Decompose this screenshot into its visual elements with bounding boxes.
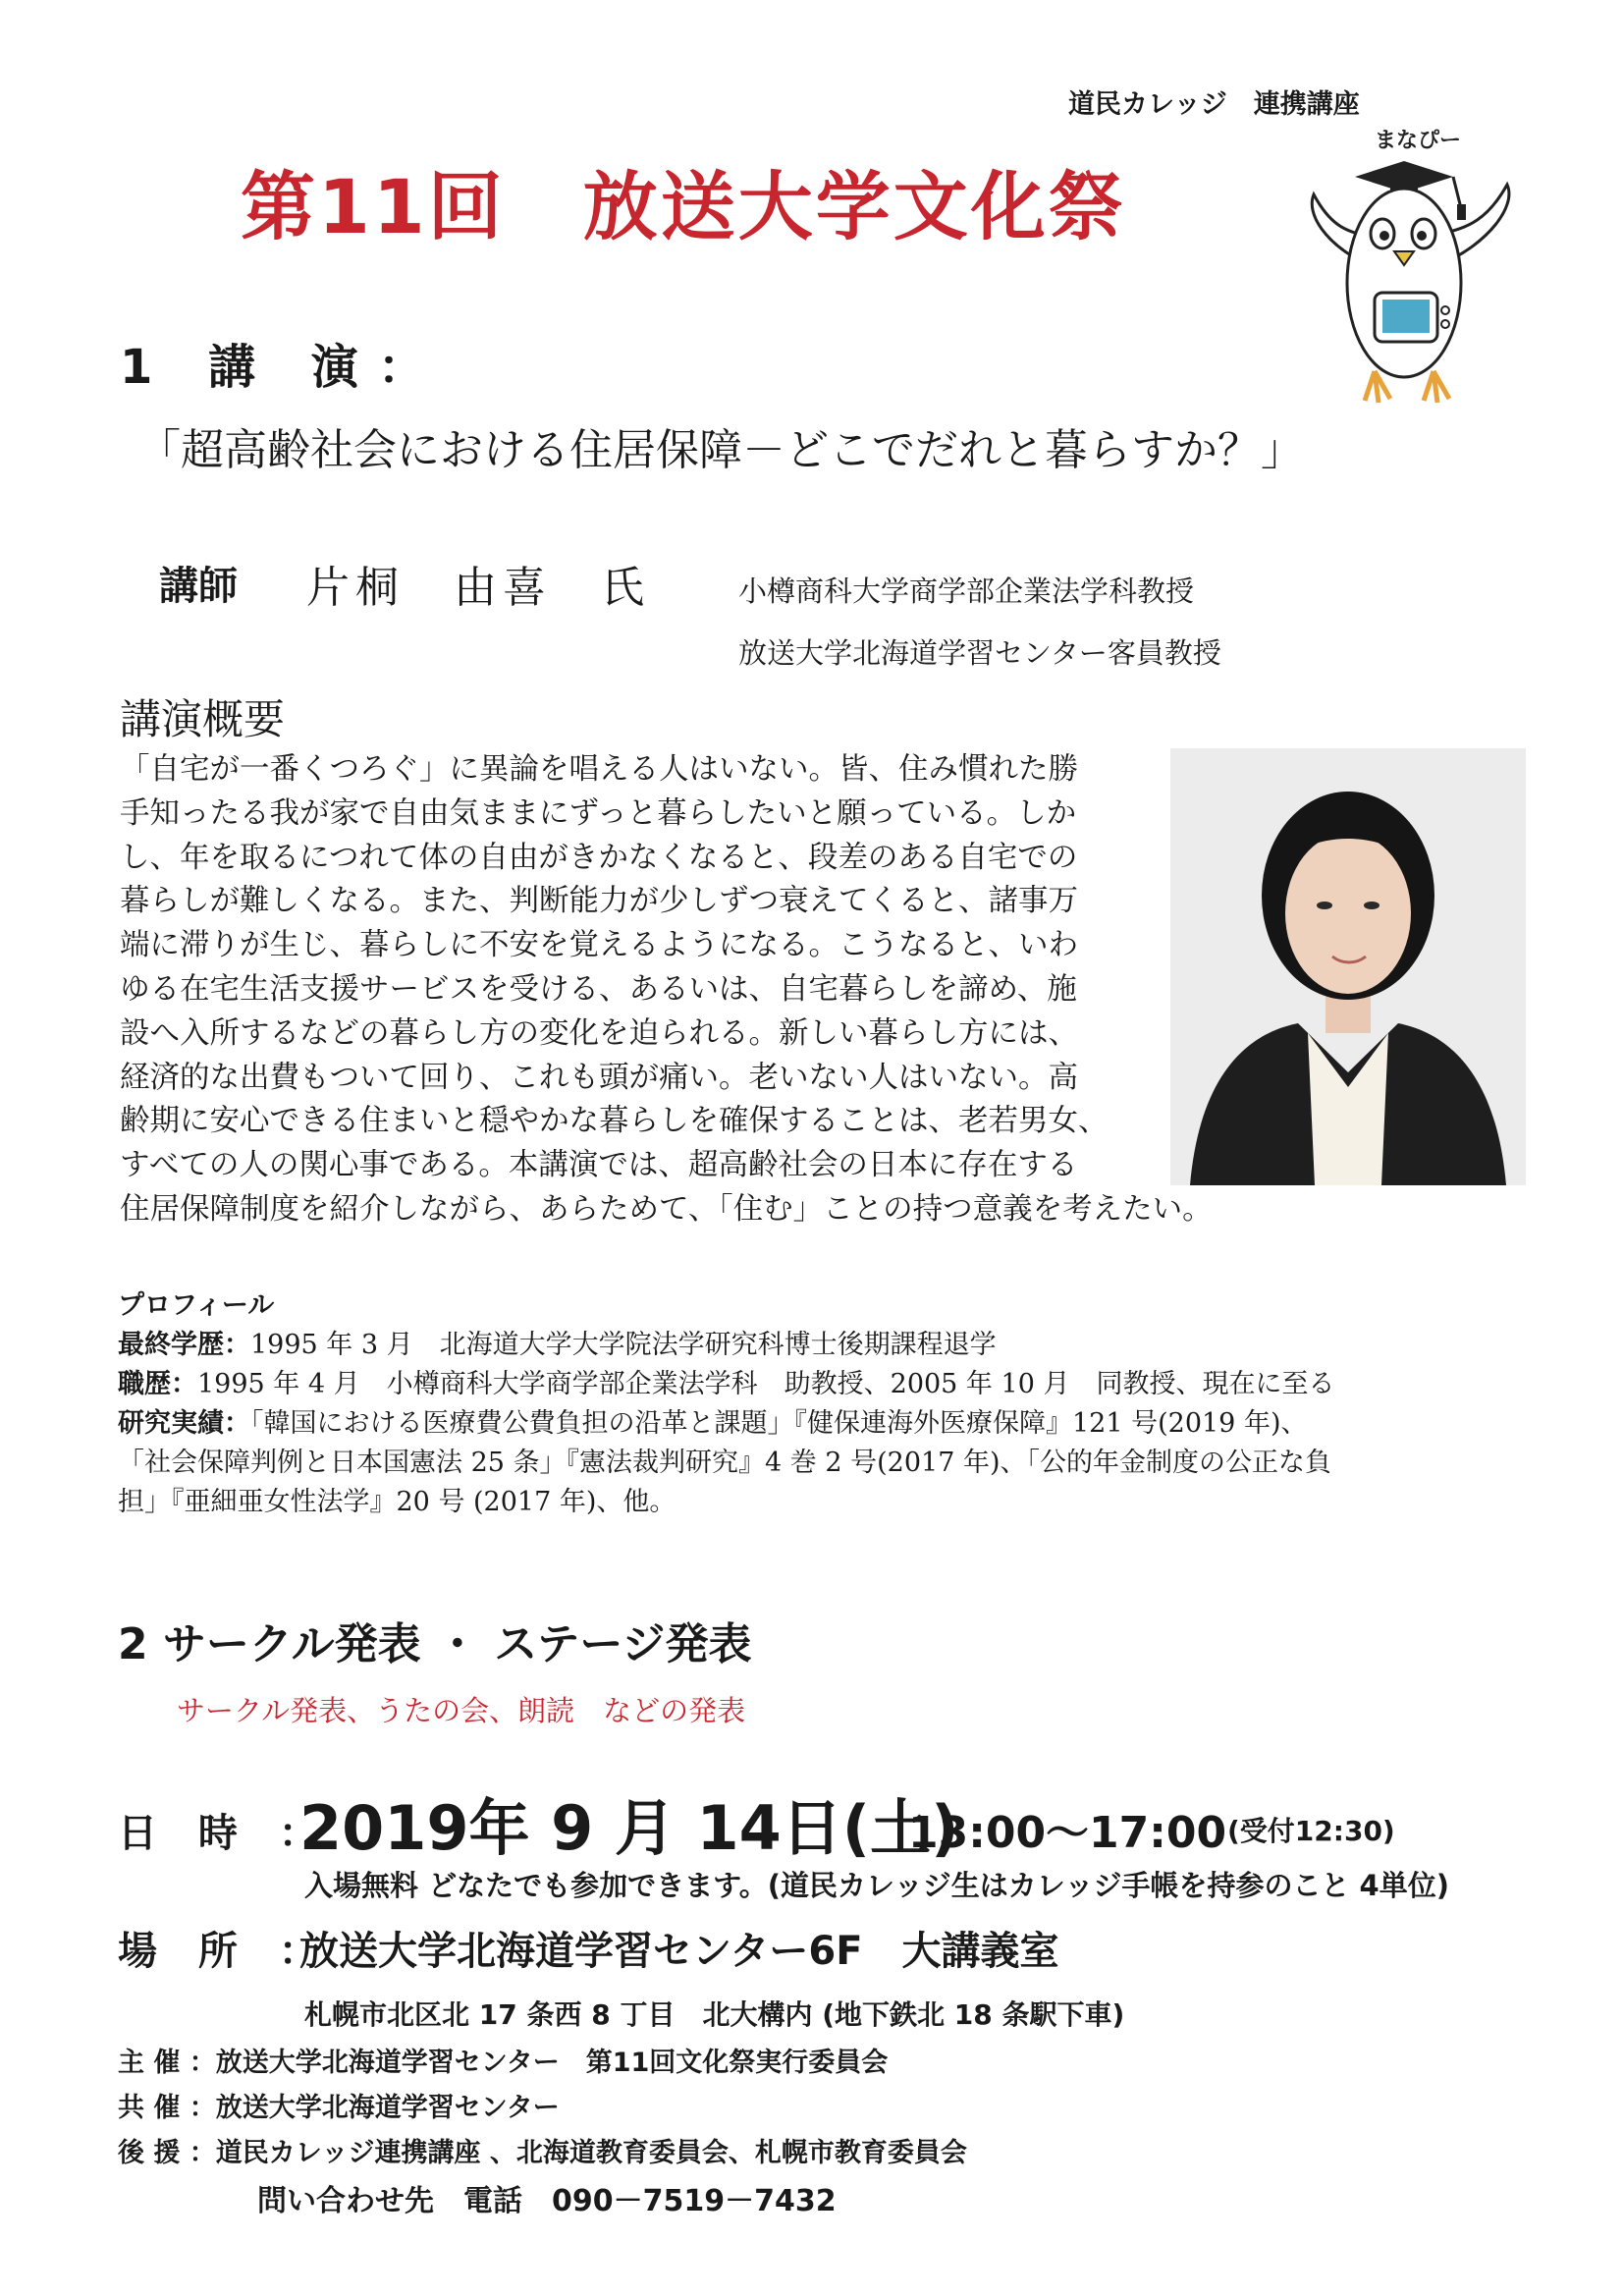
career-text: 1995 年 4 月 小樽商科大学商学部企業法学科 助教授、2005 年 10 月 同教授、現在に至る: [197, 1369, 1335, 1399]
mascot-label: まなぴー: [1375, 129, 1462, 153]
summary-line: ゆる在宅生活支援サービスを受ける、あるいは、自宅暮らしを諦め、施: [120, 971, 1077, 1007]
research-text-2: 「社会保障判例と日本国憲法 25 条」『憲法裁判研究』4 巻 2 号(2017 年)、「公的年金制度の公正な負: [118, 1448, 1331, 1478]
event-time: 13:00～17:00: [908, 1808, 1227, 1858]
lecture-title: 「超高齢社会における住居保障－どこでだれと暮らすか？」: [137, 425, 1304, 475]
collaboration-label: 道民カレッジ 連携講座: [1068, 89, 1360, 120]
lecturer-name: 片桐 由喜 氏: [306, 563, 650, 613]
summary-line: 「自宅が一番くつろぐ」に異論を唱える人はいない。皆、住み慣れた勝: [120, 752, 1078, 787]
co-host-line: 共 催 ：放送大学北海道学習センター: [118, 2093, 560, 2123]
lecturer-affiliation-2: 放送大学北海道学習センター客員教授: [738, 636, 1221, 670]
research-text-1: 「韓国における医療費公費負担の沿革と課題」『健保連海外医療保障』121 号(2019 年)、: [250, 1408, 1308, 1439]
date-label: 日 時 ：: [118, 1811, 332, 1856]
summary-line: 住居保障制度を紹介しながら、あらためて、「住む」ことの持つ意義を考えたい。: [120, 1191, 1213, 1227]
lecturer-affiliation-1: 小樽商科大学商学部企業法学科教授: [738, 574, 1195, 608]
profile-heading: プロフィール: [118, 1290, 275, 1321]
summary-line: し、年を取るにつれて体の自由がきかなくなると、段差のある自宅での: [120, 840, 1078, 875]
research-text-3: 担」『亜細亜女性法学』20 号 (2017 年)、他。: [118, 1487, 676, 1517]
reception-time: (受付12:30): [1227, 1815, 1395, 1847]
summary-line: 経済的な出費もついて回り、これも頭が痛い。老いない人はいない。高: [120, 1060, 1078, 1095]
event-date: 2019年 9 月 14日(土): [299, 1792, 959, 1864]
education-label: 最終学歴：: [118, 1330, 250, 1360]
lecture-summary: [120, 748, 1249, 1232]
summary-line: 手知ったる我が家で自由気ままにずっと暮らしたいと願っている。しか: [120, 795, 1077, 831]
admission-note: 入場無料 どなたでも参加できます。(道民カレッジ生はカレッジ手帳を持参のこと 4単位): [304, 1869, 1449, 1902]
event-address: 札幌市北区北 17 条西 8 丁目 北大構内 (地下鉄北 18 条駅下車): [304, 1998, 1125, 2031]
section2-heading: 2 サークル発表 ・ ステージ発表: [118, 1619, 752, 1669]
section1-heading: 1 講 演：: [120, 340, 445, 395]
summary-line: 齢期に安心できる住まいと穏やかな暮らしを確保することは、老若男女、: [120, 1104, 1109, 1139]
research-label: 研究実績：: [118, 1408, 250, 1439]
mascot-illustration: [1296, 126, 1532, 420]
career-label: 職歴：: [118, 1369, 197, 1399]
lecturer-photo: [1170, 748, 1526, 1185]
summary-heading: 講演概要: [120, 695, 286, 743]
event-place: 放送大学北海道学習センター6F 大講義室: [299, 1929, 1059, 1974]
organizer-line: 主 催 ：放送大学北海道学習センター 第11回文化祭実行委員会: [118, 2048, 889, 2078]
contact-line: 問い合わせ先 電話 090－7519－7432: [257, 2184, 837, 2218]
education-text: 1995 年 3 月 北海道大学大学院法学研究科博士後期課程退学: [250, 1330, 997, 1360]
summary-line: 設へ入所するなどの暮らし方の変化を迫られる。新しい暮らし方には、: [120, 1015, 1078, 1051]
section2-subtitle: サークル発表、うたの会、朗読 などの発表: [177, 1694, 746, 1727]
place-label: 場 所 ：: [118, 1929, 332, 1974]
summary-line: すべての人の関心事である。本講演では、超高齢社会の日本に存在する: [120, 1148, 1078, 1183]
summary-line: 端に滞りが生じ、暮らしに不安を覚えるようになる。こうなると、いわ: [120, 928, 1078, 963]
lecturer-label: 講師: [159, 564, 238, 609]
page-title: 第11回 放送大学文化祭: [241, 163, 1126, 250]
summary-line: 暮らしが難しくなる。また、判断能力が少しずつ衰えてくると、諸事万: [120, 884, 1078, 919]
profile-section: [118, 1286, 1334, 1522]
support-line: 後 援 ：道民カレッジ連携講座 、北海道教育委員会、札幌市教育委員会: [118, 2138, 967, 2168]
